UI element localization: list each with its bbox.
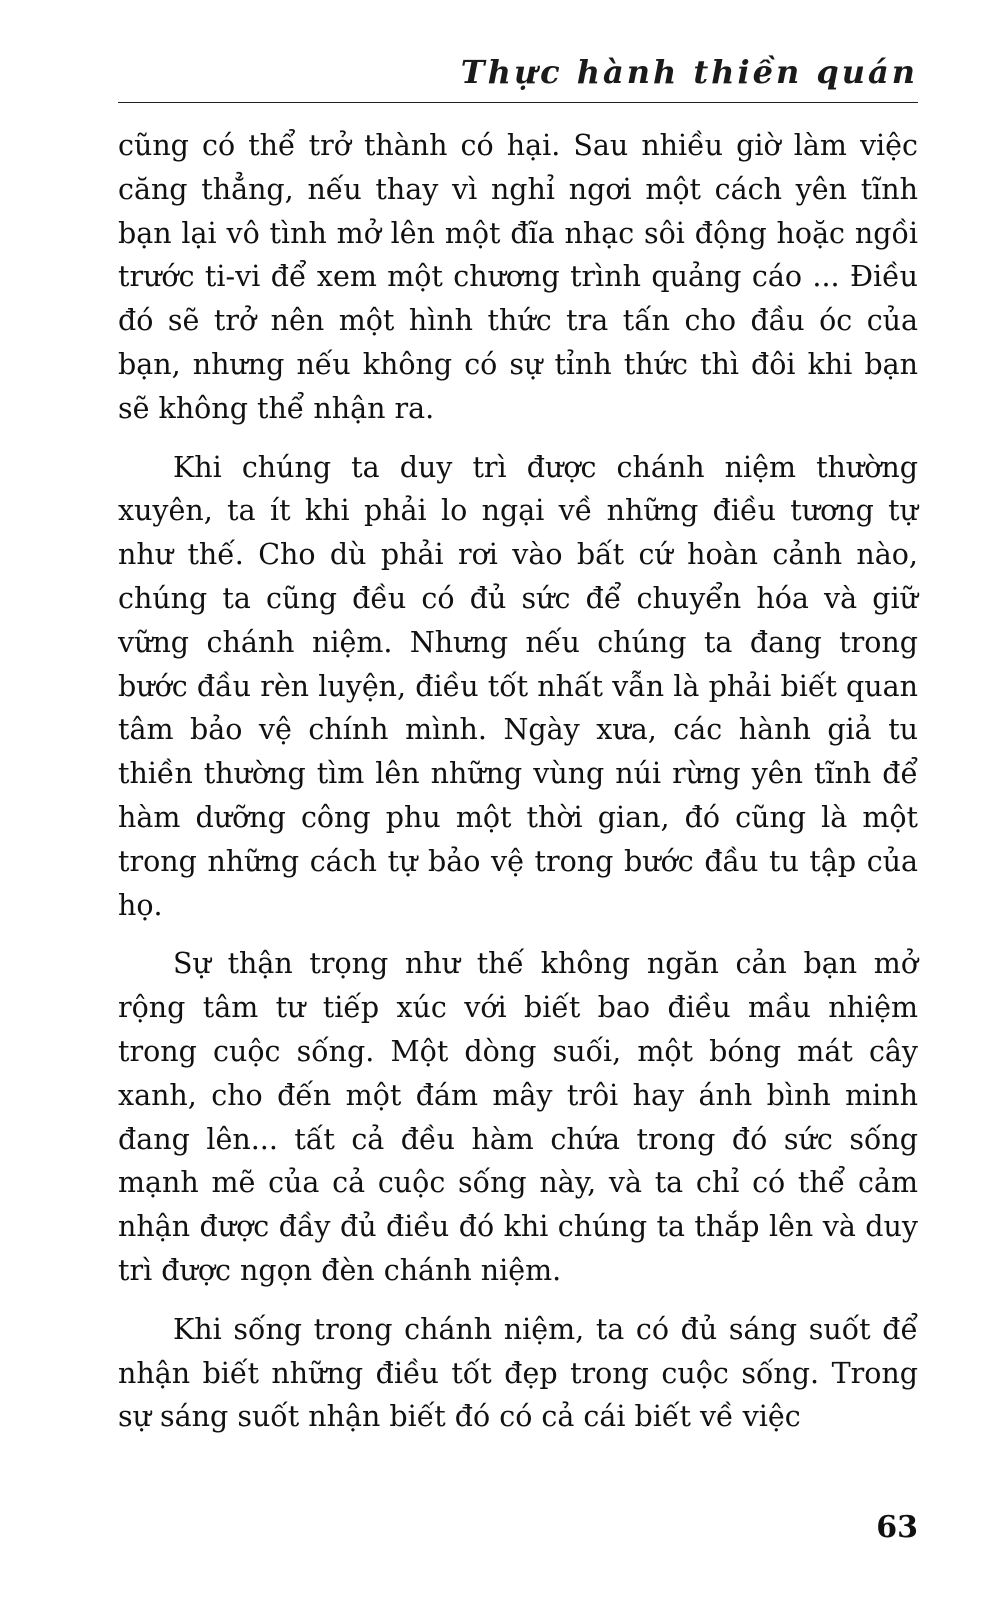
paragraph: Sự thận trọng như thế không ngăn cản bạn mở rộng tâm tư tiếp xúc với biết bao điều mầu nhiệm trong cuộc sống. Một dòng suối, một bóng mát cây xanh, cho đến một đám mây trôi hay ánh bình minh đang lên... tất cả đều hàm chứa trong đó sức sống mạnh mẽ của cả cuộc sống này, và ta chỉ có thể cảm nhận được đầy đủ điều đó khi chúng ta thắp lên và duy trì được ngọn đèn chánh niệm. [118,947,918,1287]
body-text [118,124,918,1454]
running-header: Thực hành thiền quán [460,53,918,91]
header-rule [118,102,918,103]
paragraph: Khi sống trong chánh niệm, ta có đủ sáng suốt để nhận biết những điều tốt đẹp trong cuộc sống. Trong sự sáng suốt nhận biết đó có cả cái biết về việc [118,1312,918,1434]
paragraph: Khi chúng ta duy trì được chánh niệm thường xuyên, ta ít khi phải lo ngại về những điều tương tự như thế. Cho dù phải rơi vào bất cứ hoàn cảnh nào, chúng ta cũng đều có đủ sức để chuyển hóa và giữ vững chánh niệm. Nhưng nếu chúng ta đang trong bước đầu rèn luyện, điều tốt nhất vẫn là phải biết quan tâm bảo vệ chính mình. Ngày xưa, các hành giả tu thiền thường tìm lên những vùng núi rừng yên tĩnh để hàm dưỡng công phu một thời gian, đó cũng là một trong những cách tự bảo vệ trong bước đầu tu tập của họ. [118,450,918,922]
page-number: 63 [876,1510,918,1545]
paragraph-continued: cũng có thể trở thành có hại. Sau nhiều giờ làm việc căng thẳng, nếu thay vì nghỉ ngơi một cách yên tĩnh bạn lại vô tình mở lên một đĩa nhạc sôi động hoặc ngồi trước ti-vi để xem một chương trình quảng cáo ... Điều đó sẽ trở nên một hình thức tra tấn cho đầu óc của bạn, nhưng nếu không có sự tỉnh thức thì đôi khi bạn sẽ không thể nhận ra. [118,129,918,425]
